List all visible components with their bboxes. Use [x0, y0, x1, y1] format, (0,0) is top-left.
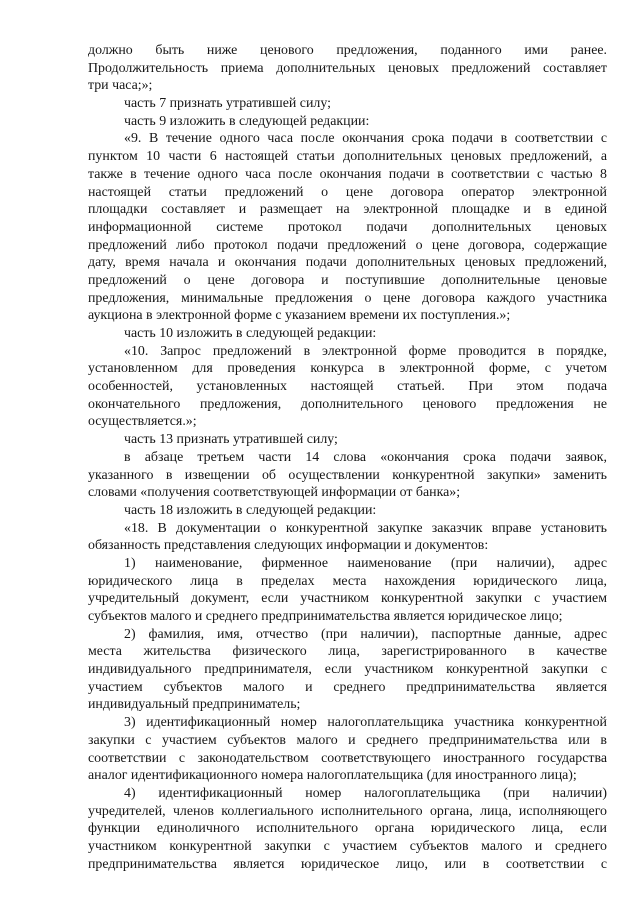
text-line: в абзаце третьем части 14 слова «окончания срока подачи заявок, [124, 449, 607, 465]
text-line: информационной системе протокол подачи дополнительных ценовых [88, 219, 607, 235]
text-line: часть 9 изложить в следующей редакции: [124, 113, 370, 129]
text-line: места жительства физического лица, зарегистрированного в качестве [88, 644, 607, 660]
text-line: «10. Запрос предложений в электронной форме проводится в порядке, [124, 343, 607, 359]
text-line: площадки составляет и размещает на электронной площадке и в единой [88, 202, 607, 218]
text-line: предпринимательства является юридическое лицо, или в соответствии с [88, 856, 607, 872]
text-line: осуществляется.»; [88, 414, 197, 430]
text-line: предложений либо протокол подачи предложений о цене договора, содержащие [88, 237, 607, 253]
text-line: «18. В документации о конкурентной закупке заказчик вправе установить [124, 520, 607, 536]
text-line: дату, время начала и окончания подачи дополнительных ценовых предложений, [88, 255, 607, 271]
text-line: особенностей, установленных настоящей статьей. При этом подача [88, 379, 607, 395]
text-line: аналог идентификационного номера налогоплательщика (для иностранного лица); [88, 768, 577, 784]
text-line: учредителей, членов коллегиального исполнительного органа, лица, исполняющего [88, 803, 607, 819]
text-line: закупки с участием субъектов малого и среднего предпринимательства или в [88, 732, 607, 748]
text-line: указанного в извещении об осуществлении конкурентной закупки» заменить [88, 467, 607, 483]
text-line: пунктом 10 части 6 настоящей статьи дополнительных ценовых предложений, а [88, 149, 607, 165]
text-line: аукциона в электронной форме с указанием времени их поступления.»; [88, 308, 511, 324]
text-line: участием субъектов малого и среднего предпринимательства является [88, 679, 607, 695]
document-page [88, 42, 607, 873]
text-line: 3) идентификационный номер налогоплательщика участника конкурентной [124, 715, 607, 731]
text-line: соответствии с законодательством соответствующего иностранного государства [88, 750, 607, 766]
text-line: три часа;»; [88, 78, 153, 94]
text-line: должно быть ниже ценового предложения, поданного ими ранее. [88, 43, 607, 58]
text-line: часть 18 изложить в следующей редакции: [124, 502, 377, 518]
text-line: обязанность представления следующих информации и документов: [88, 538, 489, 554]
text-line: окончательного предложения, дополнительного ценового предложения не [88, 396, 607, 412]
text-line: субъектов малого и среднего предпринимательства является юридическое лицо; [88, 609, 563, 624]
text-line: индивидуальный предприниматель; [88, 697, 301, 713]
text-line: участником конкурентной закупки с участием субъектов малого и среднего [88, 838, 607, 854]
text-line: индивидуального предпринимателя, если участником конкурентной закупки с [88, 662, 607, 678]
text-line: настоящей статьи предложений о цене договора оператор электронной [88, 184, 607, 200]
text-line: предложения, минимальные предложения о цене договора каждого участника [88, 290, 607, 306]
text-line: учредительный документ, если участником конкурентной закупки с участием [88, 591, 607, 607]
text-line: также в течение одного часа после окончания подачи в соответствии с частью 8 [88, 166, 607, 182]
text-line: предложений о цене договора и поступившие дополнительные ценовые [88, 272, 607, 288]
text-line: словами «получения соответствующей информации от банка»; [88, 485, 461, 501]
text-line: часть 13 признать утратившей силу; [124, 432, 338, 448]
text-line: юридического лица в пределах места нахождения юридического лица, [88, 573, 607, 589]
text-line: «9. В течение одного часа после окончания срока подачи в соответствии с [124, 131, 607, 147]
text-line: часть 10 изложить в следующей редакции: [124, 326, 377, 341]
text-line: часть 7 признать утратившей силу; [124, 96, 331, 112]
text-line: 4) идентификационный номер налогоплательщика (при наличии) [124, 785, 607, 801]
text-line: 1) наименование, фирменное наименование (при наличии), адрес [124, 555, 607, 571]
text-line: функции единоличного исполнительного органа юридического лица, если [88, 821, 607, 837]
text-line: установленном для проведения конкурса в электронной форме, с учетом [88, 361, 607, 377]
text-line: Продолжительность приема дополнительных ценовых предложений составляет [88, 60, 607, 76]
text-line: 2) фамилия, имя, отчество (при наличии), паспортные данные, адрес [124, 626, 607, 642]
